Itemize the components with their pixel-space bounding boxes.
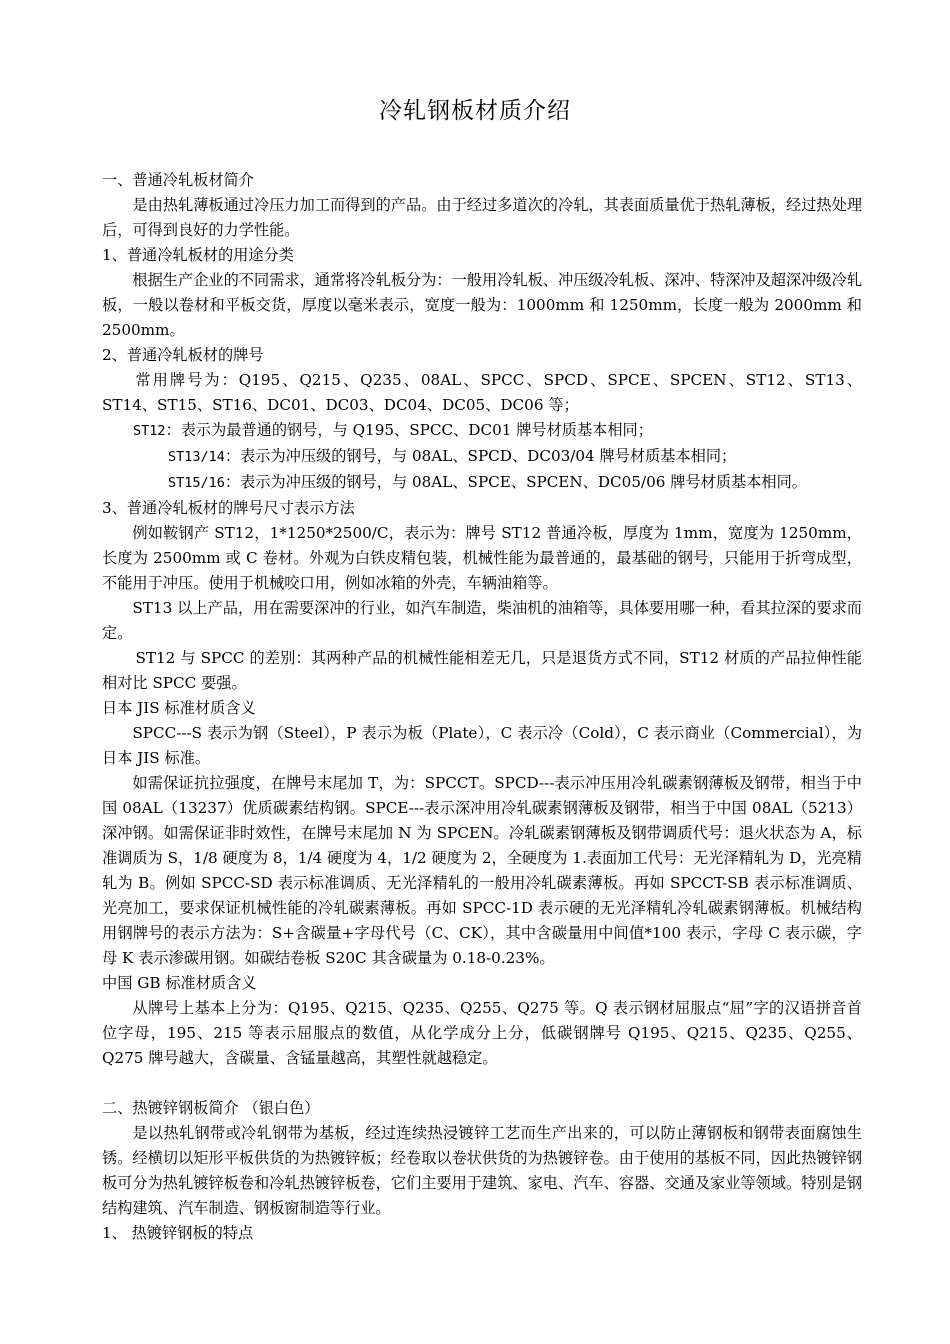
grade-desc: ：表示为最普通的钢号，与 Q195、SPCC、DC01 牌号材质基本相同； <box>165 421 653 439</box>
paragraph: 是以热轧钢带或冷轧钢带为基板，经过连续热浸镀锌工艺而生产出来的，可以防止薄钢板和钢带表面腐蚀生锈。经横切以矩形平板供货的为热镀锌板；经卷取以卷状供货的为热镀锌卷。由于使用的基板不同，因此热镀锌钢板可分为热轧镀锌板卷和冷轧热镀锌板卷，它们主要用于建筑、家电、汽车、容器、交通及家业等领域。特别是钢结构建筑、汽车制造、钢板窗制造等行业。 <box>102 1124 862 1217</box>
grade-note-st12 <box>102 418 862 444</box>
section-heading: 一、普通冷轧板材简介 <box>102 171 254 189</box>
paragraph: 如需保证抗拉强度，在牌号末尾加 T，为：SPCCT。SPCD---表示冲压用冷轧碳素钢薄板及钢带，相当于中国 08AL（13237）优质碳素结构钢。SPCE---表示深冲用冷轧碳素钢薄板及钢带，相当于中国 08AL（5213）深冲钢。如需保证非时效性，在牌号末尾加 N 为 SPCEN。冷轧碳素钢薄板及钢带调质代号：退火状态为 A，标准调质为 S，1/8 硬度为 8，1/4 硬度为 4，1/2 硬度为 2，全硬度为 1.表面加工代号：无光泽精轧为 D，光亮精轧为 B。例如 SPCC-SD 表示标准调质、无光泽精轧的一般用冷轧碳素薄板。再如 SPCCT-SB 表示标准调质、光亮加工，要求保证机械性能的冷轧碳素薄板。再如 SPCC-1D 表示硬的无光泽精轧冷轧碳素钢薄板。机械结构用钢牌号的表示方法为：S+含碳量+字母代号（C、CK），其中含碳量用中间值*100 表示，字母 C 表示碳，字母 K 表示渗碳用钢。如碳结卷板 S20C 其含碳量为 0.18-0.23%。 <box>102 774 862 967</box>
section-heading: 二、热镀锌钢板简介 （银白色） <box>102 1099 320 1117</box>
paragraph: 例如鞍钢产 ST12，1*1250*2500/C，表示为：牌号 ST12 普通冷板，厚度为 1mm，宽度为 1250mm，长度为 2500mm 或 C 卷材。外观为白铁皮精包装，机械性能为最普通的，最基础的钢号，只能用于折弯成型，不能用于冲压。使用于机械咬口用，例如冰箱的外壳，车辆油箱等。 <box>102 524 862 592</box>
grade-code: ST13/14 <box>168 449 225 465</box>
section-heading: 3、普通冷轧板材的牌号尺寸表示方法 <box>102 499 355 517</box>
section-heading: 1、 热镀锌钢板的特点 <box>102 1224 254 1242</box>
paragraph: 是由热轧薄板通过冷压力加工而得到的产品。由于经过多道次的冷轧，其表面质量优于热轧薄板，经过热处理后，可得到良好的力学性能。 <box>102 196 862 239</box>
section-heading: 日本 JIS 标准材质含义 <box>102 699 256 717</box>
grade-note-st1314 <box>102 444 862 470</box>
grade-code: ST12 <box>133 423 166 439</box>
section-heading: 2、普通冷轧板材的牌号 <box>102 346 264 364</box>
grade-note-st1516 <box>102 470 862 496</box>
paragraph: ST12 与 SPCC 的差别：其两种产品的机械性能相差无几，只是退货方式不同，ST12 材质的产品拉伸性能相对比 SPCC 要强。 <box>102 649 862 692</box>
grade-desc: ：表示为冲压级的钢号，与 08AL、SPCD、DC03/04 牌号材质基本相同； <box>224 447 737 465</box>
document-body <box>102 168 862 1246</box>
paragraph: SPCC---S 表示为钢（Steel），P 表示为板（Plate），C 表示冷（Cold），C 表示商业（Commercial），为日本 JIS 标准。 <box>102 724 862 767</box>
section-heading: 1、普通冷轧板材的用途分类 <box>102 246 294 264</box>
paragraph: 从牌号上基本上分为：Q195、Q215、Q235、Q255、Q275 等。Q 表示钢材屈服点“屈”字的汉语拼音首位字母，195、215 等表示屈服点的数值，从化学成分上分，低碳钢牌号 Q195、Q215、Q235、Q255、Q275 牌号越大，含碳量、含锰量越高，其塑性就越稳定。 <box>102 999 862 1067</box>
paragraph: 根据生产企业的不同需求，通常将冷轧板分为：一般用冷轧板、冲压级冷轧板、深冲、特深冲及超深冲级冷轧板，一般以卷材和平板交货，厚度以毫米表示，宽度一般为：1000mm 和 1250mm，长度一般为 2000mm 和 2500mm。 <box>102 271 862 339</box>
section-heading: 中国 GB 标准材质含义 <box>102 974 257 992</box>
grade-desc: ：表示为冲压级的钢号，与 08AL、SPCE、SPCEN、DC05/06 牌号材质基本相同。 <box>224 473 807 491</box>
paragraph: ST13 以上产品，用在需要深冲的行业，如汽车制造，柴油机的油箱等，具体要用哪一种，看其拉深的要求而定。 <box>102 599 862 642</box>
document-title: 冷轧钢板材质介绍 <box>379 98 571 124</box>
grade-code: ST15/16 <box>168 475 225 491</box>
paragraph: 常用牌号为：Q195、Q215、Q235、08AL、SPCC、SPCD、SPCE、SPCEN、ST12、ST13、ST14、ST15、ST16、DC01、DC03、DC04、DC05、DC06 等； <box>102 371 862 414</box>
spacer <box>102 1071 862 1096</box>
